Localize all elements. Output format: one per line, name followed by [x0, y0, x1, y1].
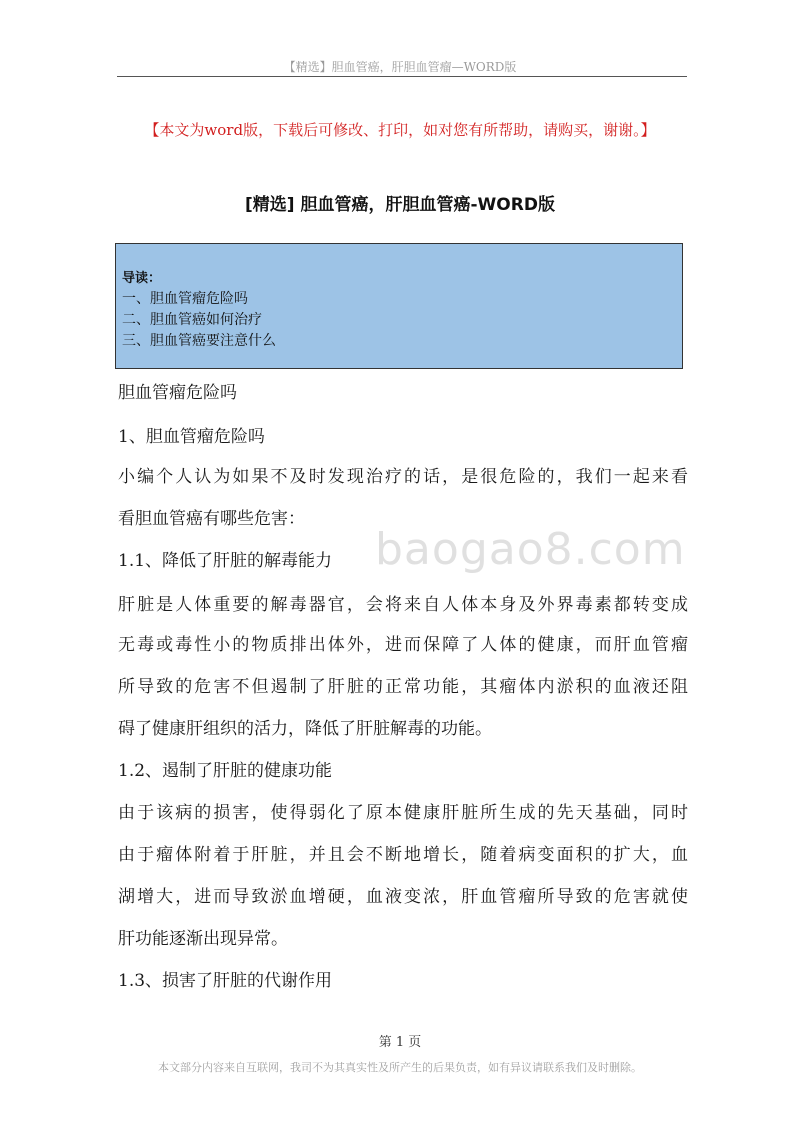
paragraph-line: 无毒或毒性小的物质排出体外，进而保障了人体的健康，而肝血管瘤 [118, 635, 688, 655]
subsection-heading-1-2: 1.2、遏制了肝脏的健康功能 [118, 761, 333, 781]
document-title: [精选] 胆血管癌，肝胆血管癌-WORD版 [245, 195, 555, 215]
guide-box [115, 243, 683, 369]
paragraph-line: 看胆血管癌有哪些危害： [118, 509, 305, 529]
section-heading: 胆血管瘤危险吗 [118, 383, 237, 403]
word-version-notice: 【本文为word版，下载后可修改、打印，如对您有所帮助，请购买，谢谢。】 [144, 121, 656, 139]
paragraph-line: 肝功能逐渐出现异常。 [118, 929, 288, 949]
guide-item-1: 一、胆血管瘤危险吗 [122, 291, 248, 307]
site-watermark: baogao8.com [375, 524, 686, 575]
subsection-heading-1-1: 1.1、降低了肝脏的解毒能力 [118, 551, 333, 571]
guide-item-3: 三、胆血管癌要注意什么 [122, 333, 276, 349]
running-header: 【精选】胆血管癌，肝胆血管瘤—WORD版 [283, 60, 517, 74]
footer-disclaimer: 本文部分内容来自互联网，我司不为其真实性及所产生的后果负责，如有异议请联系我们及时删除。 [158, 1061, 642, 1074]
header-divider [117, 76, 687, 77]
paragraph-line: 小编个人认为如果不及时发现治疗的话，是很危险的，我们一起来看 [118, 467, 688, 487]
subsection-heading-1: 1、胆血管瘤危险吗 [118, 427, 265, 447]
paragraph-line: 湖增大，进而导致淤血增硬，血液变浓，肝血管瘤所导致的危害就使 [118, 887, 688, 907]
subsection-heading-1-3: 1.3、损害了肝脏的代谢作用 [118, 971, 333, 991]
page-number: 第 1 页 [378, 1035, 422, 1050]
paragraph-line: 碍了健康肝组织的活力，降低了肝脏解毒的功能。 [118, 719, 492, 739]
paragraph-line: 由于瘤体附着于肝脏，并且会不断地增长，随着病变面积的扩大，血 [118, 845, 688, 865]
paragraph-line: 由于该病的损害，使得弱化了原本健康肝脏所生成的先天基础，同时 [118, 803, 688, 823]
guide-label: 导读： [122, 271, 162, 286]
guide-item-2: 二、胆血管癌如何治疗 [122, 312, 262, 328]
paragraph-line: 肝脏是人体重要的解毒器官，会将来自人体本身及外界毒素都转变成 [118, 595, 688, 615]
paragraph-line: 所导致的危害不但遏制了肝脏的正常功能，其瘤体内淤积的血液还阻 [118, 677, 688, 697]
